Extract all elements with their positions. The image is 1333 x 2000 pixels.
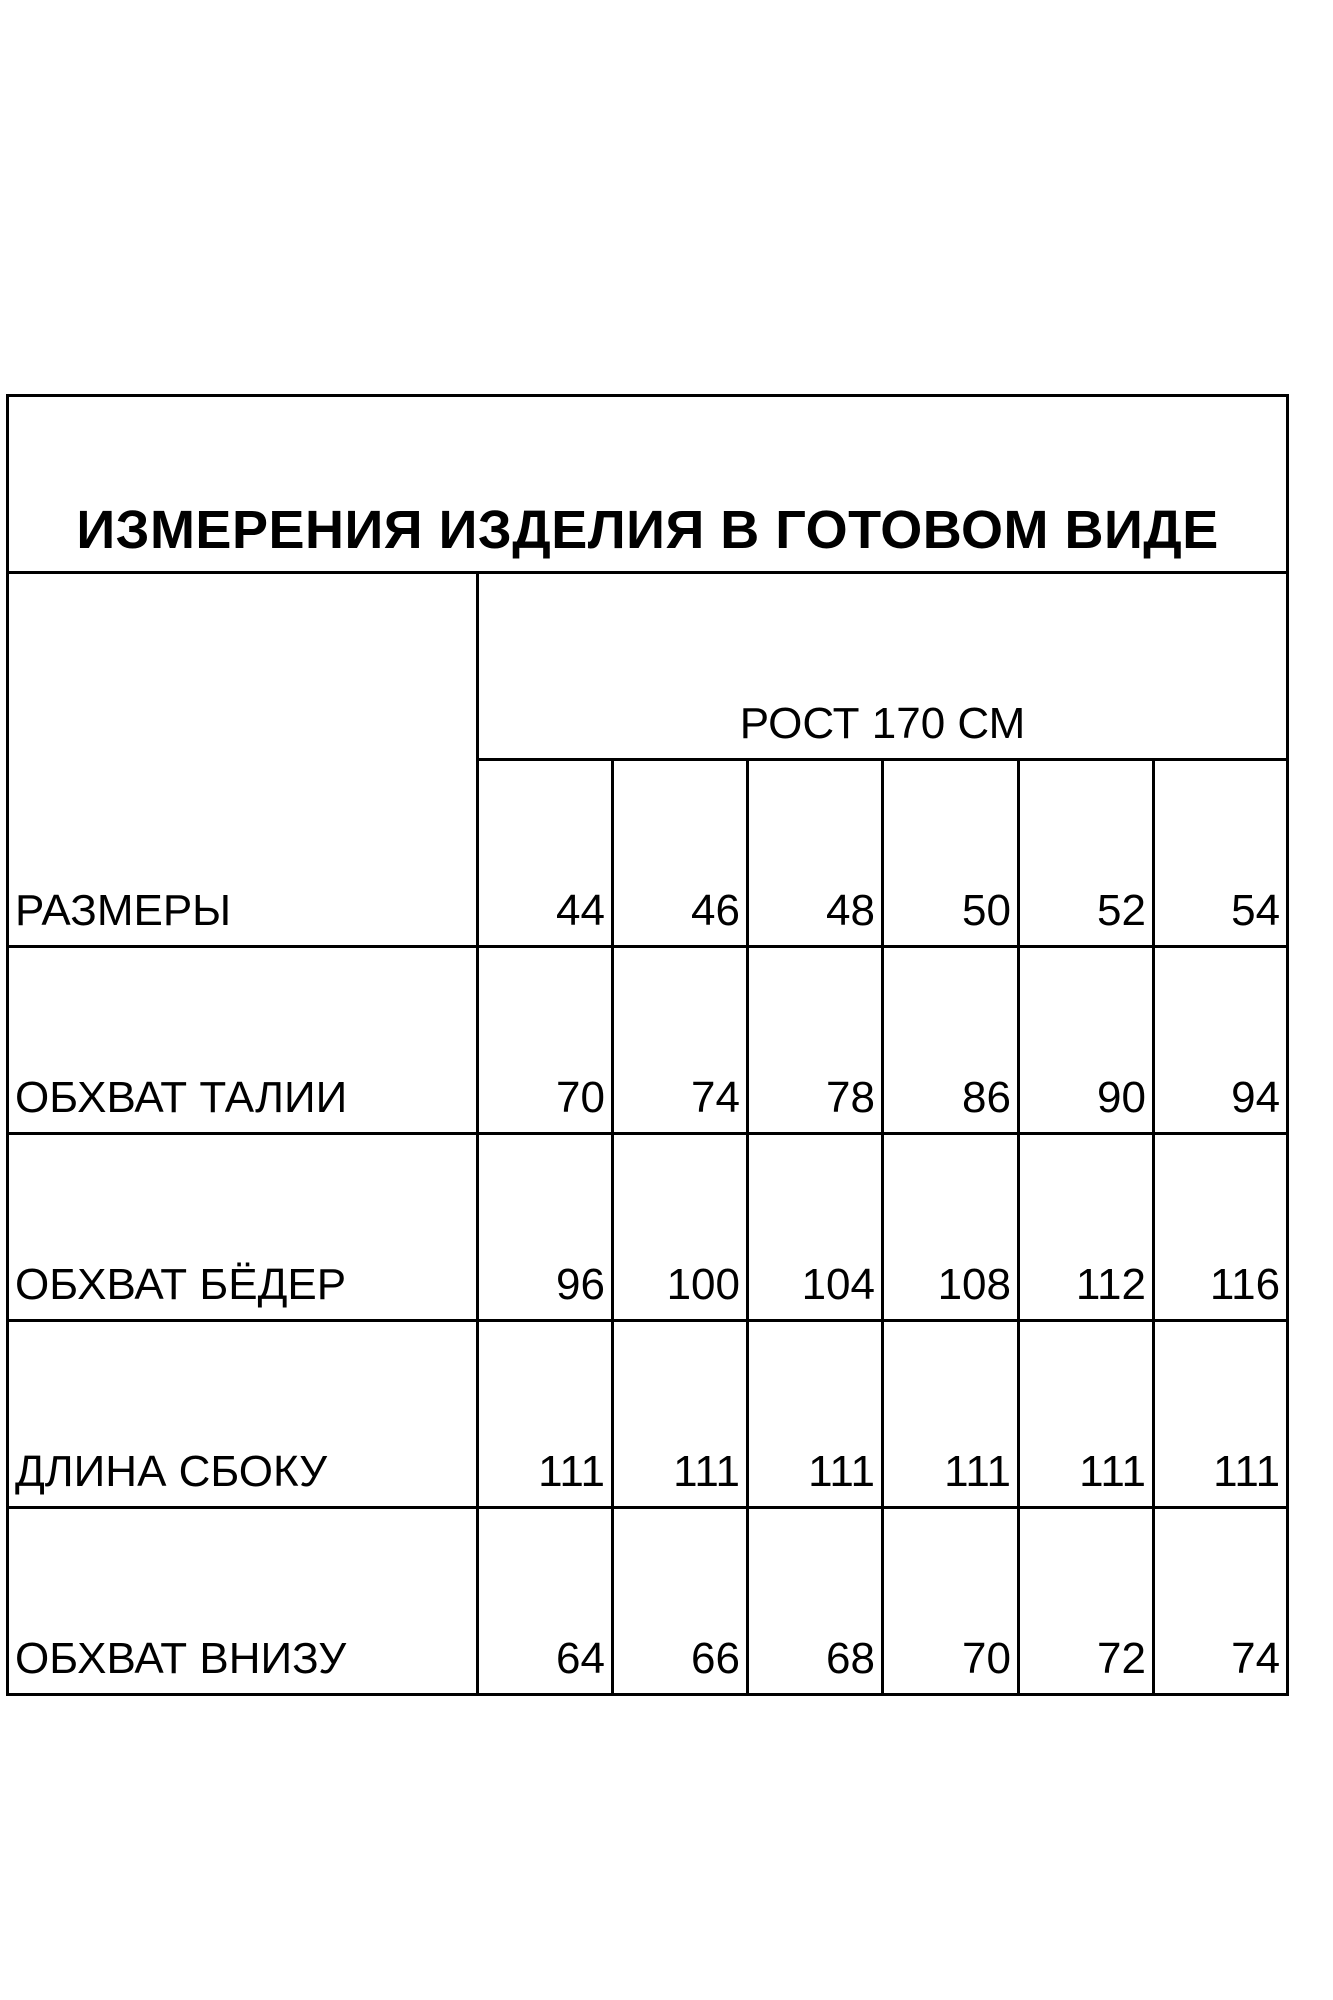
value-cell: 116	[1154, 1134, 1288, 1321]
table-title: ИЗМЕРЕНИЯ ИЗДЕЛИЯ В ГОТОВОМ ВИДЕ	[8, 396, 1288, 573]
value-cell: 111	[883, 1321, 1019, 1508]
value-cell: 66	[613, 1508, 748, 1695]
size-cell: 54	[1154, 760, 1288, 947]
value-cell: 70	[883, 1508, 1019, 1695]
value-cell: 100	[613, 1134, 748, 1321]
table-row	[8, 947, 1288, 1134]
size-cell: 48	[748, 760, 883, 947]
table-row	[8, 1508, 1288, 1695]
value-cell: 112	[1019, 1134, 1154, 1321]
value-cell: 94	[1154, 947, 1288, 1134]
row-label: ДЛИНА СБОКУ	[8, 1321, 478, 1508]
size-chart-table	[6, 394, 1289, 1696]
table-row	[8, 1134, 1288, 1321]
value-cell: 96	[478, 1134, 613, 1321]
table-row	[8, 1321, 1288, 1508]
size-cell: 44	[478, 760, 613, 947]
value-cell: 108	[883, 1134, 1019, 1321]
row-label: ОБХВАТ ТАЛИИ	[8, 947, 478, 1134]
value-cell: 86	[883, 947, 1019, 1134]
height-row	[8, 573, 1288, 760]
value-cell: 104	[748, 1134, 883, 1321]
value-cell: 64	[478, 1508, 613, 1695]
title-row	[8, 396, 1288, 573]
value-cell: 111	[613, 1321, 748, 1508]
value-cell: 68	[748, 1508, 883, 1695]
height-label: РОСТ 170 СМ	[478, 573, 1288, 760]
value-cell: 74	[1154, 1508, 1288, 1695]
value-cell: 70	[478, 947, 613, 1134]
size-cell: 52	[1019, 760, 1154, 947]
row-label: ОБХВАТ ВНИЗУ	[8, 1508, 478, 1695]
value-cell: 111	[1154, 1321, 1288, 1508]
sizes-label: РАЗМЕРЫ	[8, 573, 478, 947]
value-cell: 111	[478, 1321, 613, 1508]
value-cell: 90	[1019, 947, 1154, 1134]
value-cell: 78	[748, 947, 883, 1134]
value-cell: 72	[1019, 1508, 1154, 1695]
size-cell: 50	[883, 760, 1019, 947]
value-cell: 111	[1019, 1321, 1154, 1508]
size-cell: 46	[613, 760, 748, 947]
value-cell: 74	[613, 947, 748, 1134]
value-cell: 111	[748, 1321, 883, 1508]
row-label: ОБХВАТ БЁДЕР	[8, 1134, 478, 1321]
